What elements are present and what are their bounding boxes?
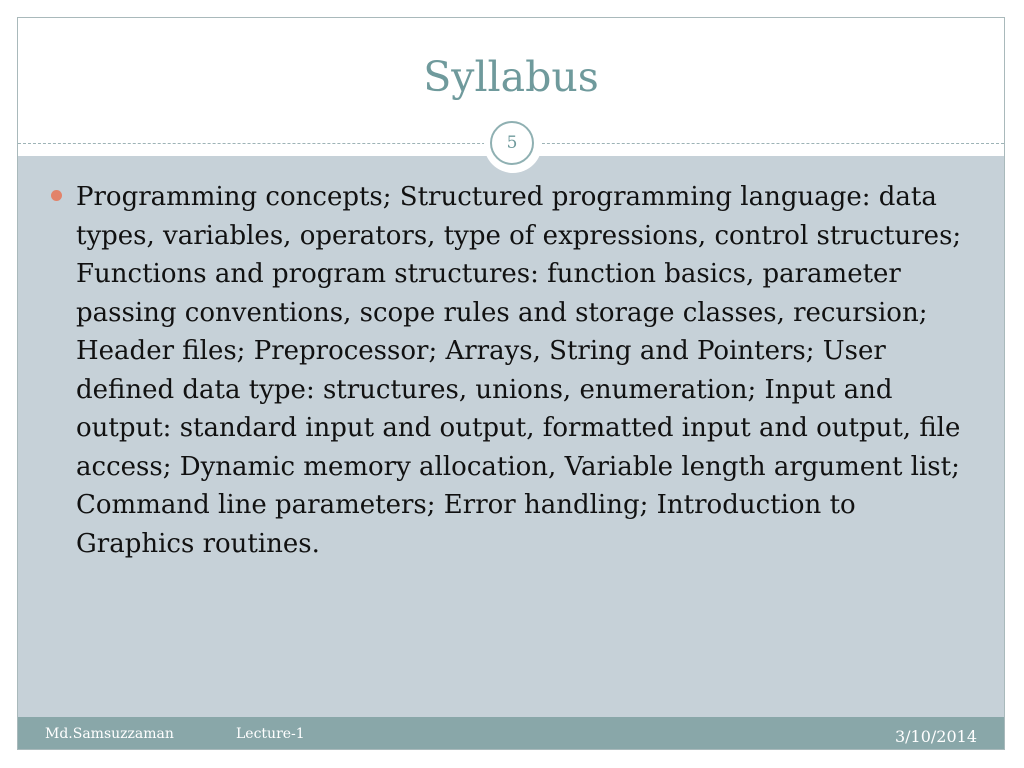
slide-number: 5 <box>506 133 518 153</box>
slide-title: Syllabus <box>423 53 599 101</box>
slide <box>17 17 1005 750</box>
slide-content <box>48 178 978 563</box>
bullet-dot-icon <box>51 190 62 201</box>
slide-footer <box>18 717 1004 750</box>
bullet-text: Programming concepts; Structured programming language: data types, variables, operators, type of expressions, control structures; Functions and program structures: function basics, parameter passing conventions, scope rules and storage classes, recursion; Header files; Preprocessor; Arrays, String and Pointers; User defined data type: structures, unions, enumeration; Input and output: standard input and output, formatted input and output, file access; Dynamic memory allocation, Variable length argument list; Command line parameters; Error handling; Introduction to Graphics routines. <box>76 182 962 559</box>
footer-author: Md.Samsuzzaman <box>45 726 174 742</box>
slide-number-badge <box>490 121 534 165</box>
bullet-item <box>48 178 978 563</box>
footer-lecture: Lecture-1 <box>236 726 305 742</box>
footer-date: 3/10/2014 <box>894 727 977 746</box>
